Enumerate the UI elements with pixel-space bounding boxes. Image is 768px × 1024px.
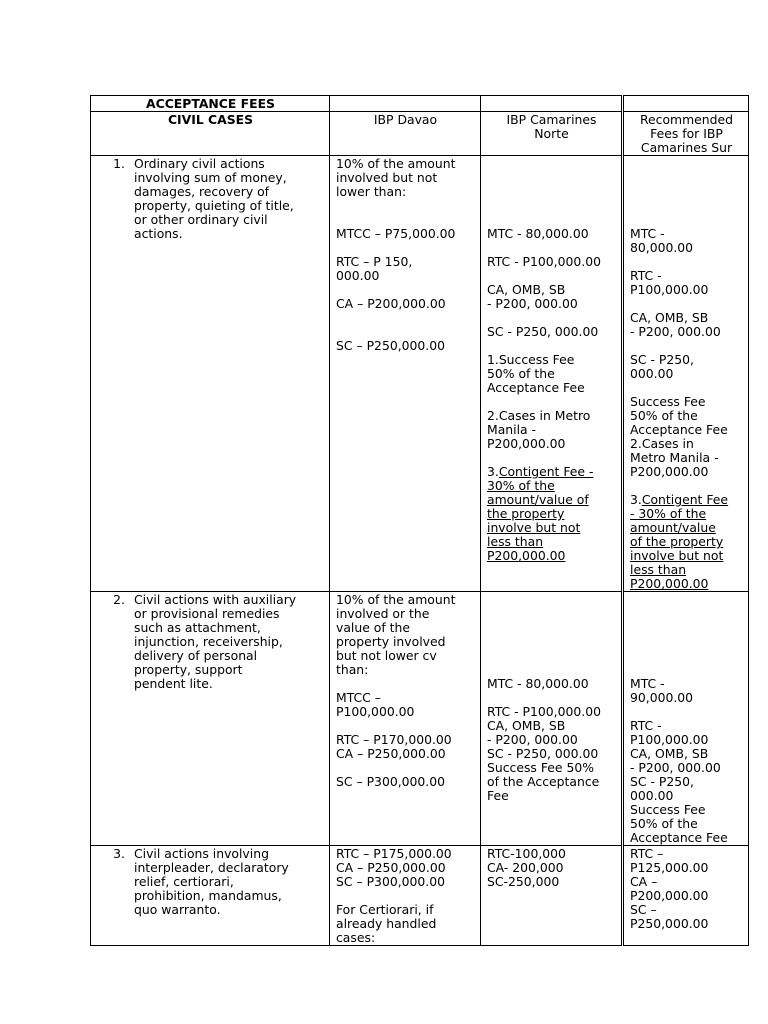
cell-line [487, 241, 616, 255]
cell-line: SC - P250, [630, 774, 694, 789]
cell-line: Recommended [639, 112, 734, 127]
cell-line: 3.Contigent Fee [630, 492, 729, 507]
cell-line: SC - P250, 000.00 [487, 746, 599, 761]
cell-line: prohibition, mandamus, [134, 888, 282, 903]
cell-line: SC - P250, 000.00 [487, 324, 599, 339]
recommended-fees-cell [623, 846, 749, 946]
cell-line [630, 621, 743, 635]
cell-line [630, 339, 743, 353]
recommended-fees-cell [623, 592, 749, 846]
cell-line: 1.Success Fee [487, 352, 575, 367]
cell-line: CA, OMB, SB [630, 746, 709, 761]
cell-line: Acceptance Fee [630, 422, 728, 437]
cell-line [487, 663, 616, 677]
table-row [91, 846, 749, 946]
cell-line: less than [487, 534, 544, 549]
ibp-davao-fees-cell [330, 156, 481, 592]
cell-line: Acceptance Fee [487, 380, 585, 395]
cell-line [630, 185, 743, 199]
cell-line: involving sum of money, [134, 170, 287, 185]
ibp-davao-label: IBP Davao [373, 112, 438, 127]
table-row [91, 592, 749, 846]
cell-line: lower than: [336, 184, 407, 199]
cell-line [487, 157, 616, 171]
cell-line: property, quieting of title, [134, 198, 294, 213]
cell-line: 10% of the amount [336, 156, 456, 171]
cell-line: RTC - P100,000.00 [487, 254, 601, 269]
cell-line: Norte [534, 126, 569, 141]
cell-line [336, 761, 475, 775]
header-recommended-fees [623, 112, 749, 156]
cell-line [487, 691, 616, 705]
cell-line [630, 649, 743, 663]
header-ibp-davao [330, 112, 481, 156]
cell-line: For Certiorari, if [336, 902, 434, 917]
cell-line [336, 241, 475, 255]
cell-line: pendent lite. [134, 676, 213, 691]
cell-line: SC-250,000 [487, 874, 560, 889]
cell-line [630, 199, 743, 213]
cell-line: MTCC – P75,000.00 [336, 226, 456, 241]
header-ibp-camarines-norte [481, 112, 623, 156]
cell-line: Ordinary civil actions [134, 156, 265, 171]
cell-line: P250,000.00 [630, 916, 709, 931]
cell-line [630, 157, 743, 171]
header-civil-cases [91, 112, 330, 156]
table-row [91, 156, 749, 592]
cell-line [336, 283, 475, 297]
cell-line: 50% of the [630, 408, 698, 423]
cell-line [487, 213, 616, 227]
acceptance-fees-table [90, 95, 749, 946]
recommended-fees-cell [623, 156, 749, 592]
table-title-cell [91, 96, 330, 112]
cell-line [336, 199, 475, 213]
cell-line: Civil actions involving [134, 846, 269, 861]
cell-line [487, 635, 616, 649]
cell-line [336, 325, 475, 339]
civil-cases-label: CIVIL CASES [167, 112, 254, 127]
cell-line: - P200, 000.00 [487, 296, 578, 311]
cell-line [336, 719, 475, 733]
cell-line: CA- 200,000 [487, 860, 564, 875]
cell-line: delivery of personal [134, 648, 258, 663]
cell-line: Acceptance Fee [630, 830, 728, 845]
case-description-cell [91, 592, 330, 846]
item-number: 3. [113, 846, 125, 861]
cell-line: SC - P250, [630, 352, 694, 367]
cell-line: 000.00 [630, 788, 674, 803]
cell-line: Civil actions with auxiliary [134, 592, 297, 607]
cell-line: P125,000.00 [630, 860, 709, 875]
cell-line [336, 889, 475, 903]
cell-line: Metro Manila - [630, 450, 719, 465]
cell-line: P100,000.00 [630, 732, 709, 747]
cell-line [487, 339, 616, 353]
cell-line: Success Fee 50% [487, 760, 594, 775]
cell-line [630, 635, 743, 649]
cell-line [630, 705, 743, 719]
cell-line: 90,000.00 [630, 690, 694, 705]
cell-line: the property [487, 506, 565, 521]
cell-line [487, 185, 616, 199]
table-header-row [91, 112, 749, 156]
cell-line: amount/value of [487, 492, 589, 507]
cell-line: CA – P250,000.00 [336, 860, 446, 875]
cell-line [487, 199, 616, 213]
cell-line: injunction, receivership, [134, 634, 283, 649]
cell-line: CA – P200,000.00 [336, 296, 446, 311]
cell-line: P200,000.00 [487, 548, 566, 563]
cell-line: MTC - [630, 676, 665, 691]
cell-line: IBP Camarines [506, 112, 597, 127]
cell-line [630, 255, 743, 269]
cell-line: of the property [630, 534, 724, 549]
table-title-row [91, 96, 749, 112]
cell-line: RTC – P 150, [336, 254, 413, 269]
ibp-camarines-norte-fees-cell [481, 592, 623, 846]
cell-line: P200,000.00 [630, 888, 709, 903]
cell-line: RTC – P170,000.00 [336, 732, 452, 747]
cell-line: 000.00 [630, 366, 674, 381]
cell-line: - 30% of the [630, 506, 707, 521]
cell-line [487, 311, 616, 325]
ibp-camarines-norte-fees-cell [481, 846, 623, 946]
cell-line: Fee [487, 788, 509, 803]
cell-line [487, 451, 616, 465]
cell-line: actions. [134, 226, 183, 241]
cell-line: already handled [336, 916, 437, 931]
case-description-cell [91, 846, 330, 946]
cell-line: 10% of the amount [336, 592, 456, 607]
cell-line: property involved [336, 634, 446, 649]
cell-line [630, 607, 743, 621]
cell-line [487, 607, 616, 621]
cell-line: 50% of the [630, 816, 698, 831]
cell-line [630, 171, 743, 185]
cell-line: CA, OMB, SB [487, 282, 566, 297]
cell-line: SC – [630, 902, 657, 917]
cell-line: property, support [134, 662, 243, 677]
cell-line: SC – P300,000.00 [336, 774, 446, 789]
cell-line: CA, OMB, SB [630, 310, 709, 325]
cell-line: MTC - 80,000.00 [487, 226, 589, 241]
cell-line: 3.Contigent Fee - [487, 464, 594, 479]
cell-line [630, 593, 743, 607]
cell-line: 30% of the [487, 478, 555, 493]
ibp-davao-fees-cell [330, 592, 481, 846]
cell-line: 2.Cases in [630, 436, 694, 451]
cell-line: SC – P300,000.00 [336, 874, 446, 889]
cell-line: 2.Cases in Metro [487, 408, 591, 423]
cell-line: RTC – P175,000.00 [336, 846, 452, 861]
cell-line: P100,000.00 [630, 282, 709, 297]
cell-line: or other ordinary civil [134, 212, 268, 227]
cell-line: Camarines Sur [640, 140, 733, 155]
cell-line: P200,000.00 [487, 436, 566, 451]
cell-line: MTCC – [336, 690, 381, 705]
cell-line: relief, certiorari, [134, 874, 234, 889]
cell-line: P200,000.00 [630, 464, 709, 479]
cell-line: CA, OMB, SB [487, 718, 566, 733]
cell-line [630, 663, 743, 677]
cell-line: damages, recovery of [134, 184, 270, 199]
cell-line: CA – [630, 874, 658, 889]
cell-line [630, 213, 743, 227]
cell-line [487, 395, 616, 409]
cell-line: cases: [336, 930, 376, 945]
cell-line: 80,000.00 [630, 240, 694, 255]
case-description-cell [91, 156, 330, 592]
cell-line: P200,000.00 [630, 576, 709, 591]
cell-line: involve but not [487, 520, 581, 535]
cell-line: RTC – [630, 846, 664, 861]
ibp-davao-fees-cell [330, 846, 481, 946]
cell-line: - P200, 000.00 [630, 760, 721, 775]
cell-line: SC – P250,000.00 [336, 338, 446, 353]
cell-line: CA – P250,000.00 [336, 746, 446, 761]
cell-line [630, 479, 743, 493]
cell-line: P100,000.00 [336, 704, 415, 719]
cell-line: Success Fee [630, 802, 706, 817]
cell-line: RTC - P100,000.00 [487, 704, 601, 719]
cell-line: such as attachment, [134, 620, 261, 635]
cell-line [487, 649, 616, 663]
cell-line [336, 213, 475, 227]
cell-line [487, 171, 616, 185]
item-number: 1. [113, 156, 125, 171]
cell-line: involved but not [336, 170, 438, 185]
cell-line: Manila - [487, 422, 537, 437]
cell-line [336, 677, 475, 691]
cell-line [630, 297, 743, 311]
cell-line: or provisional remedies [134, 606, 280, 621]
cell-line: - P200, 000.00 [630, 324, 721, 339]
cell-line: value of the [336, 620, 410, 635]
cell-line [487, 621, 616, 635]
cell-line: Fees for IBP [650, 126, 723, 141]
cell-line: but not lower cv [336, 648, 437, 663]
table-title: ACCEPTANCE FEES [146, 96, 275, 111]
cell-line [487, 269, 616, 283]
cell-line: amount/value [630, 520, 716, 535]
cell-line: 50% of the [487, 366, 555, 381]
cell-line: RTC - [630, 268, 662, 283]
cell-line [630, 381, 743, 395]
cell-line: 000.00 [336, 268, 380, 283]
cell-line [336, 311, 475, 325]
cell-line: involved or the [336, 606, 430, 621]
cell-line: RTC-100,000 [487, 846, 566, 861]
cell-line: Success Fee [630, 394, 706, 409]
cell-line: involve but not [630, 548, 724, 563]
cell-line: - P200, 000.00 [487, 732, 578, 747]
cell-line: than: [336, 662, 369, 677]
item-number: 2. [113, 592, 125, 607]
cell-line [487, 593, 616, 607]
cell-line: MTC - 80,000.00 [487, 676, 589, 691]
cell-line: MTC - [630, 226, 665, 241]
cell-line: quo warranto. [134, 902, 221, 917]
cell-line: interpleader, declaratory [134, 860, 289, 875]
cell-line: less than [630, 562, 687, 577]
ibp-camarines-norte-fees-cell [481, 156, 623, 592]
cell-line: of the Acceptance [487, 774, 600, 789]
cell-line: RTC - [630, 718, 662, 733]
